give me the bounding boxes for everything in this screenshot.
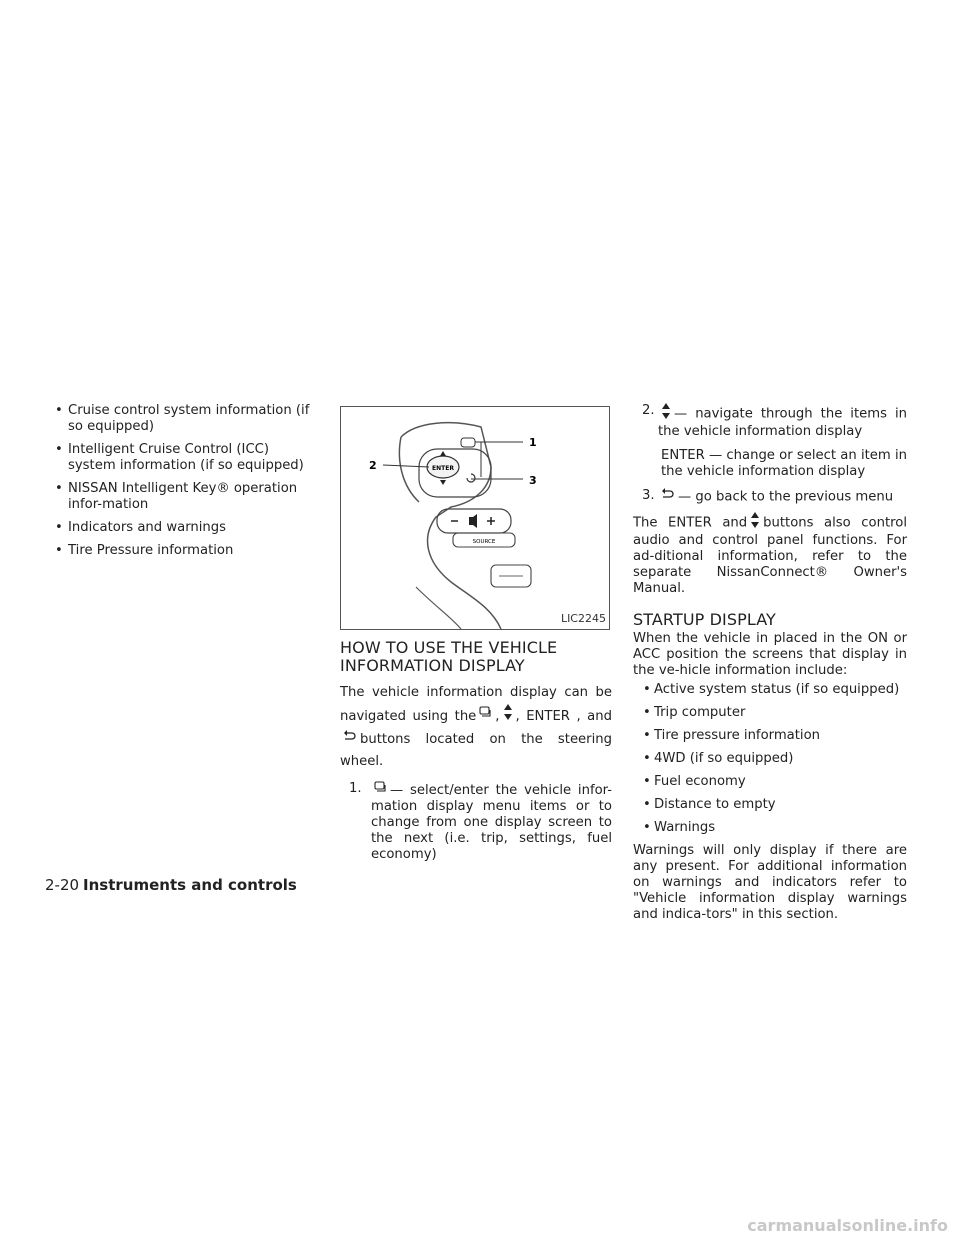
list-item: • Trip computer <box>633 705 907 721</box>
display-menu-icon <box>374 781 387 799</box>
step-2-sub: ENTER — change or select an item in the vehicle information display <box>661 448 907 479</box>
callout-2: 2 <box>369 459 377 472</box>
list-item: • Warnings <box>633 820 907 836</box>
section-title: Instruments and controls <box>83 876 297 894</box>
step-3: 3. — go back to the previous menu <box>642 488 894 505</box>
display-menu-icon <box>479 705 492 727</box>
list-item: • Tire Pressure information <box>45 543 320 559</box>
step-2: 2. — navigate through the items in the vehicle information display <box>642 403 907 439</box>
how-to-outro: The ENTER and buttons also control audio and control panel functions. For ad-ditional information, refer to the separate NissanConnect® Owner's Manual. <box>633 512 907 597</box>
figure-code: LIC2245 <box>560 612 606 625</box>
speaker-icon <box>469 514 477 528</box>
page-number: 2-20 <box>45 876 80 894</box>
back-arrow-icon <box>343 728 357 750</box>
up-down-arrows-icon <box>503 704 513 728</box>
steering-wheel-illustration <box>341 407 609 629</box>
feature-list <box>45 403 320 559</box>
list-item: • Cruise control system information (if so equipped) <box>45 403 320 435</box>
up-down-arrows-icon <box>661 403 671 424</box>
steering-wheel-figure <box>340 406 610 630</box>
startup-outro: Warnings will only display if there are any present. For additional information on warnings and indicators refer to "Vehicle information display warnings and indica-tors" in this section. <box>633 842 907 922</box>
source-button-label: SOURCE <box>472 539 496 545</box>
right-column <box>633 403 907 923</box>
display-button-icon <box>461 438 475 447</box>
how-to-intro: The vehicle information display can be navigated using the , , ENTER , andbuttons located on the steering wheel. <box>340 685 612 769</box>
watermark-logo: carmanualsonline.info <box>747 1216 948 1235</box>
startup-intro: When the vehicle in placed in the ON or ACC position the screens that display in the ve-hicle information include: <box>633 630 907 678</box>
callout-3: 3 <box>529 474 537 487</box>
list-item: • Indicators and warnings <box>45 520 320 536</box>
callout-1: 1 <box>529 436 537 449</box>
list-item: • NISSAN Intelligent Key® operation infor-mation <box>45 481 320 513</box>
section-heading-startup: STARTUP DISPLAY <box>633 609 776 629</box>
middle-column <box>340 403 612 863</box>
page-footer <box>45 877 297 893</box>
list-item: • Distance to empty <box>633 797 907 813</box>
list-item: • Fuel economy <box>633 774 907 790</box>
list-item: • Tire pressure information <box>633 728 907 744</box>
up-arrow-icon <box>440 451 446 456</box>
left-column <box>45 403 320 566</box>
list-item: • Intelligent Cruise Control (ICC) system information (if so equipped) <box>45 442 320 474</box>
enter-button-label: ENTER <box>432 465 454 472</box>
list-item: • 4WD (if so equipped) <box>633 751 907 767</box>
step-1: 1. — select/enter the vehicle infor-mation display menu items or to change from one display screen to the next (i.e. trip, settings, fuel economy) <box>349 781 612 862</box>
list-item: • Active system status (if so equipped) <box>633 682 907 698</box>
back-arrow-icon <box>661 488 675 505</box>
startup-list <box>633 682 907 836</box>
down-arrow-icon <box>440 480 446 485</box>
section-heading-how-to: HOW TO USE THE VEHICLE INFORMATION DISPLAY <box>340 638 558 675</box>
back-button-icon <box>467 474 475 482</box>
up-down-arrows-icon <box>750 512 760 533</box>
